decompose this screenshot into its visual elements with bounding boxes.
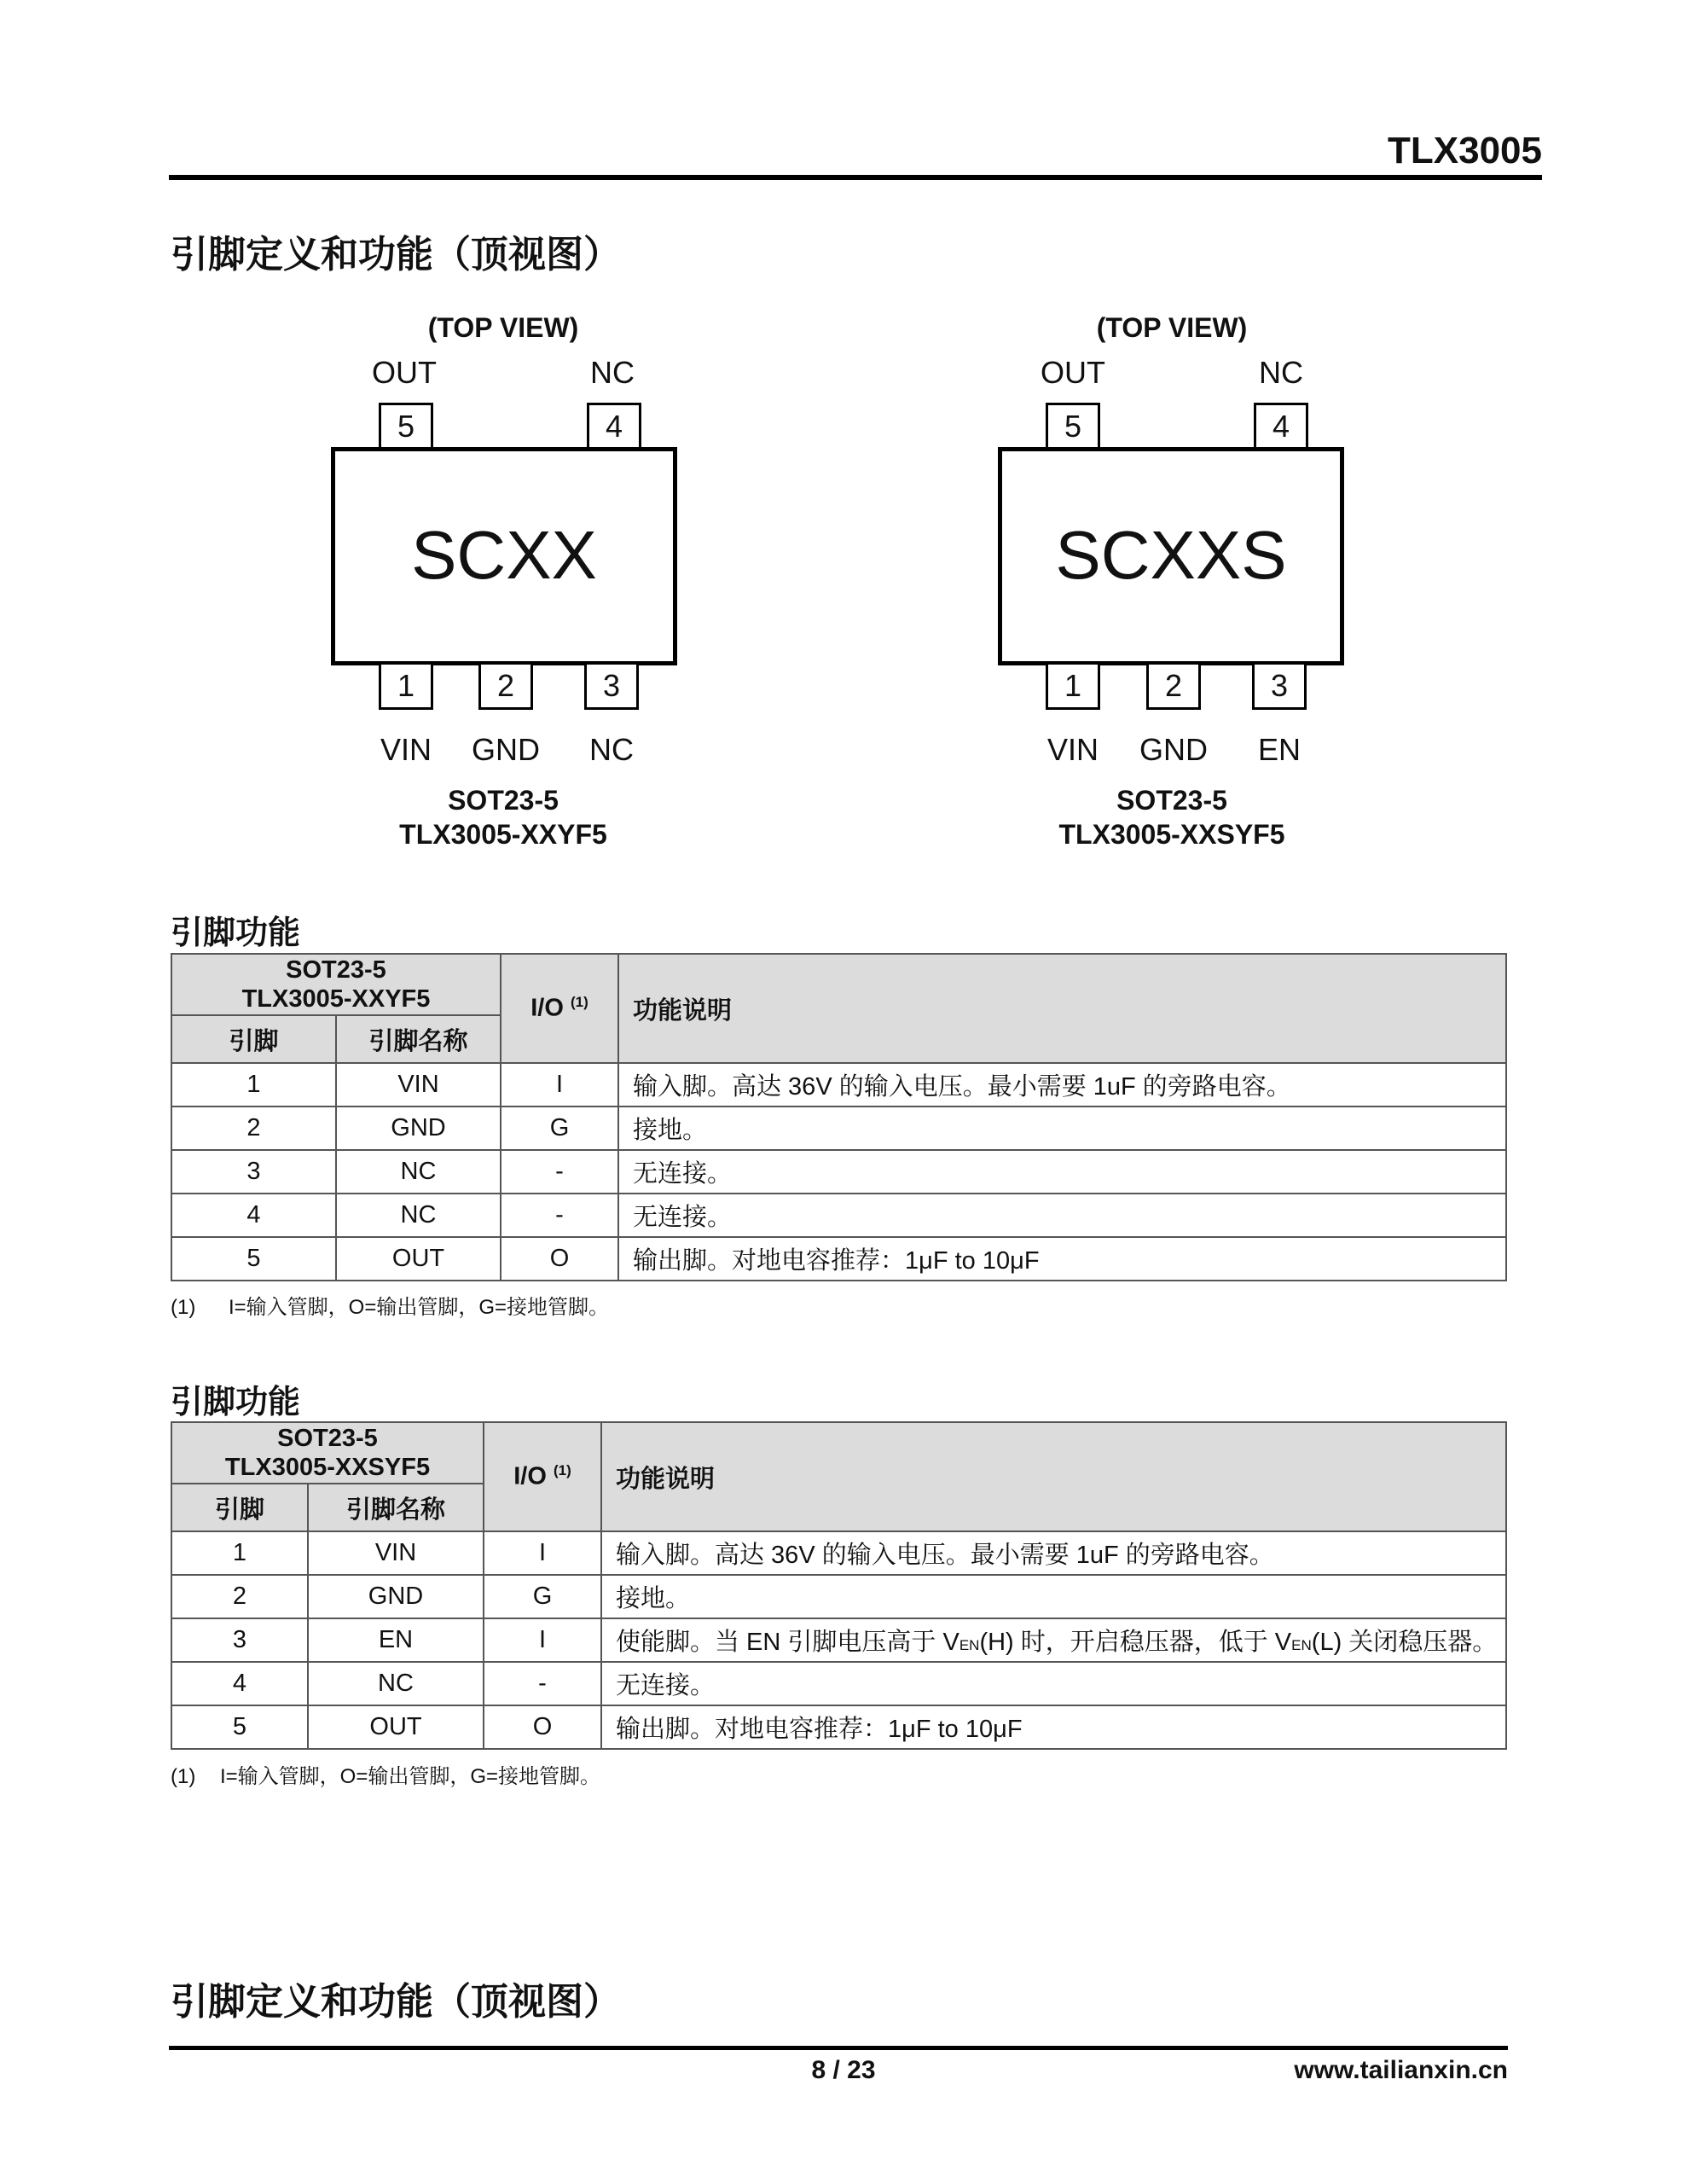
pin-label-nc-top: NC <box>1259 355 1303 390</box>
section-title: 引脚定义和功能（顶视图） <box>171 234 621 276</box>
table1-footnote: (1) I=输入管脚，O=输出管脚，G=接地管脚。 <box>171 1296 610 1319</box>
pin-1: 1 <box>1046 662 1100 710</box>
table2-title: 引脚功能 <box>171 1385 301 1420</box>
table2-footnote: (1) I=输入管脚，O=输出管脚，G=接地管脚。 <box>171 1765 601 1788</box>
pin-label-gnd: GND <box>472 732 540 767</box>
table-row: 5 OUT O 输出脚。对地电容推荐：1μF to 10μF <box>171 1705 1506 1749</box>
pin-5: 5 <box>379 403 433 450</box>
next-section-title: 引脚定义和功能（顶视图） <box>171 1981 621 2023</box>
package-header: SOT23-5 TLX3005-XXSYF5 <box>171 1422 484 1484</box>
pin-name-header: 引脚名称 <box>336 1015 501 1063</box>
pin-4: 4 <box>587 403 641 450</box>
table-row: 3 EN I 使能脚。当 EN 引脚电压高于 VEN(H) 时，开启稳压器，低于 VEN(L) 关闭稳压器。 <box>171 1618 1506 1662</box>
pin-label-out: OUT <box>1041 355 1105 390</box>
header-rule <box>169 175 1542 180</box>
pin-header: 引脚 <box>171 1015 336 1063</box>
package-body <box>331 447 677 665</box>
package-body <box>998 447 1344 665</box>
pin-2: 2 <box>1146 662 1201 710</box>
pin-label-vin: VIN <box>1046 732 1099 767</box>
pin-5: 5 <box>1046 403 1100 450</box>
desc-header: 功能说明 <box>601 1422 1506 1531</box>
pin-label-gnd: GND <box>1139 732 1208 767</box>
table-row: 1 VIN I 输入脚。高达 36V 的输入电压。最小需要 1uF 的旁路电容。 <box>171 1531 1506 1575</box>
pin-header: 引脚 <box>171 1484 308 1531</box>
page-number: 8 / 23 <box>811 2056 876 2084</box>
top-view-label: (TOP VIEW) <box>427 312 579 343</box>
table-row: 4 NC - 无连接。 <box>171 1194 1506 1237</box>
table-row: 4 NC - 无连接。 <box>171 1662 1506 1705</box>
footer-rule <box>169 2046 1508 2050</box>
package-marking: SCXXS <box>1055 517 1287 593</box>
table-row: 3 NC - 无连接。 <box>171 1150 1506 1194</box>
part-number: TLX3005-XXYF5 <box>399 819 607 850</box>
package-diagram-xxyf5 <box>264 312 742 858</box>
part-number: TLX3005-XXSYF5 <box>1058 819 1285 850</box>
package-header: SOT23-5 TLX3005-XXYF5 <box>171 954 501 1015</box>
package-name: SOT23-5 <box>448 785 559 816</box>
website-url[interactable]: www.tailianxin.cn <box>1294 2056 1508 2084</box>
package-diagram-xxsyf5 <box>933 312 1411 858</box>
pin-3: 3 <box>584 662 639 710</box>
table-row: 1 VIN I 输入脚。高达 36V 的输入电压。最小需要 1uF 的旁路电容。 <box>171 1063 1506 1107</box>
pin-label-nc-bottom: NC <box>589 732 634 767</box>
pin-label-out: OUT <box>372 355 437 390</box>
io-header: I/O $^{(1)}$ <box>501 954 618 1063</box>
pin-4: 4 <box>1254 403 1308 450</box>
top-view-label: (TOP VIEW) <box>1096 312 1248 343</box>
package-marking: SCXX <box>411 517 597 593</box>
pin-3: 3 <box>1252 662 1307 710</box>
table1-title: 引脚功能 <box>171 915 301 951</box>
pin-name-header: 引脚名称 <box>308 1484 484 1531</box>
pin-label-en: EN <box>1257 732 1301 767</box>
pin-label-vin: VIN <box>380 732 432 767</box>
pin-1: 1 <box>379 662 433 710</box>
pin-label-nc-top: NC <box>590 355 635 390</box>
document-id: TLX3005 <box>1388 130 1542 171</box>
io-header: I/O $^{(1)}$ <box>484 1422 601 1531</box>
pin-function-table-xxsyf5 <box>171 1421 1507 1750</box>
table-row: 5 OUT O 输出脚。对地电容推荐：1μF to 10μF <box>171 1237 1506 1281</box>
desc-header: 功能说明 <box>618 954 1506 1063</box>
table-row: 2 GND G 接地。 <box>171 1107 1506 1150</box>
pin-2: 2 <box>478 662 533 710</box>
table-row: 2 GND G 接地。 <box>171 1575 1506 1618</box>
package-name: SOT23-5 <box>1116 785 1227 816</box>
pin-function-table-xxyf5 <box>171 953 1507 1281</box>
